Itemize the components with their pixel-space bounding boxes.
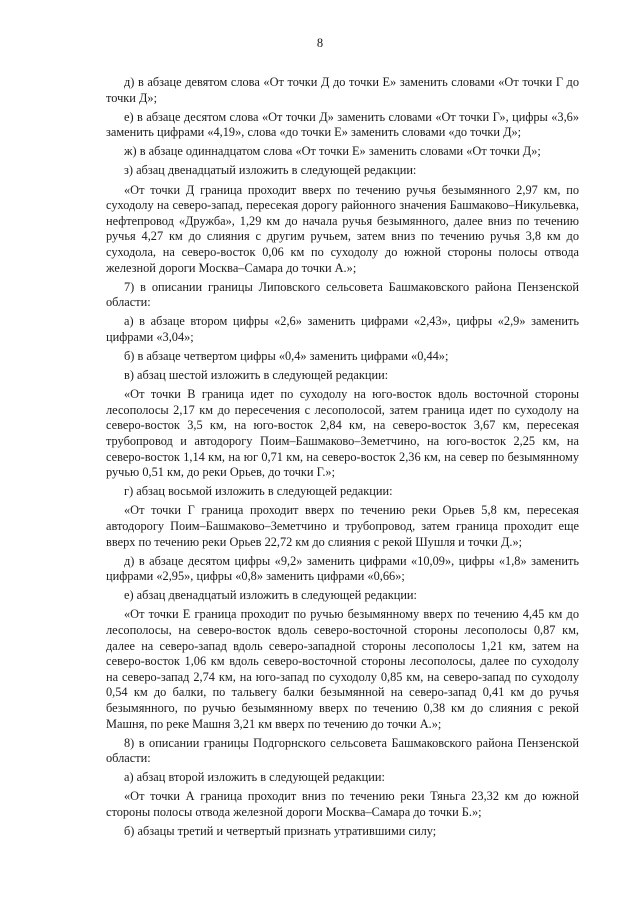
paragraph-17: а) абзац второй изложить в следующей редакции: [124, 770, 385, 785]
paragraph-13: д) в абзаце десятом цифры «9,2» заменить цифрами «10,09», цифры «1,8» заменить цифрами «2,95», цифры «0,8» заменить цифрами «0,66»; [106, 553, 579, 584]
paragraph-19: б) абзацы третий и четвертый признать утратившими силу; [124, 824, 437, 839]
paragraph-6: 7) в описании границы Липовского сельсовета Башмаковского района Пензенской области: [106, 279, 579, 310]
paragraph-9: в) абзац шестой изложить в следующей редакции: [124, 368, 389, 383]
paragraph-11: г) абзац восьмой изложить в следующей редакции: [124, 484, 393, 499]
paragraph-4: з) абзац двенадцатый изложить в следующей редакции: [124, 163, 417, 178]
paragraph-7: а) в абзаце втором цифры «2,6» заменить цифрами «2,43», цифры «2,9» заменить цифрами «3,04»; [106, 314, 579, 344]
paragraph-2: е) в абзаце десятом слова «От точки Д» заменить словами «От точки Г», цифры «3,6» заменить цифрами «4,19», слова «до точки Е» заменить словами «до точки Д»; [106, 109, 579, 140]
paragraph-3: ж) в абзаце одиннадцатом слова «От точки Е» заменить словами «От точки Д»; [124, 144, 541, 159]
paragraph-15: «От точки Е граница проходит по ручью безымянному вверх по течению 4,45 км до лесополосы, на северо-восток вдоль северо-восточной стороны лесополосы 0,87 км, далее на северо-запад вдоль северо-западной стороны лесополосы 1,21 км, затем на северо-восток 1,06 км вдоль северо-восточной стороны лесополосы, далее по суходолу на северо-запад 2,74 км, на юго-запад по суходолу 0,85 км, на северо-запад по суходолу 0,54 км до балки, по тальвегу балки безымянной на северо-запад 0,41 км до ручья безымянного, по ручью безымянному вверх по течению 0,38 км до слияния с рекой Машня, по реке Машня 3,21 км вверх по течению до точки А.»; [106, 607, 579, 731]
paragraph-5: «От точки Д граница проходит вверх по течению ручья безымянного 2,97 км, по суходолу на северо-запад, пересекая дорогу районного значения Башмаково–Никульевка, нефтепровод «Дружба», 1,29 км до начала ручья безымянного, далее вниз по течению ручья 4,27 км до слияния с другим ручьем, затем вниз по течению ручья 3,8 км до суходола, на северо-восток 0,06 км по суходолу до южной стороны полосы отвода железной дороги Москва–Самара до точки А.»; [106, 182, 579, 275]
paragraph-1: д) в абзаце девятом слова «От точки Д до точки Е» заменить словами «От точки Г до точки Д»; [106, 75, 579, 105]
paragraph-12: «От точки Г граница проходит вверх по течению реки Орьев 5,8 км, пересекая автодорогу Поим–Башмаково–Земетчино и трубопровод, затем граница проходит еще вверх по течению реки Орьев 22,72 км до слияния с рекой Шушля и точки Д.»; [106, 503, 579, 549]
paragraph-8: б) в абзаце четвертом цифры «0,4» заменить цифрами «0,44»; [124, 349, 449, 363]
document-body [106, 0, 579, 840]
paragraph-18: «От точки А граница проходит вниз по течению реки Тяньга 23,32 км до южной стороны полосы отвода железной дороги Москва–Самара до точки Б.»; [106, 789, 579, 820]
page-number: 8 [316, 36, 324, 50]
paragraph-14: е) абзац двенадцатый изложить в следующей редакции: [124, 588, 417, 603]
paragraph-10: «От точки В граница идет по суходолу на юго-восток вдоль восточной стороны лесополосы 2,17 км до пересечения с лесополосой, затем граница идет по суходолу на северо-восток 3,5 км, на юго-восток 2,84 км, на северо-восток 3,67 км, пересекая трубопровод и автодорогу Поим–Башмаково–Земетчино, на юго-восток 2,25 км, на северо-восток 1,14 км, на юг 0,71 км, на северо-восток 2,36 км, на север по безымянному ручью 0,51 км, до реки Орьев, до точки Г.»; [106, 387, 579, 480]
paragraph-16: 8) в описании границы Подгорнского сельсовета Башмаковского района Пензенской области: [106, 735, 579, 766]
